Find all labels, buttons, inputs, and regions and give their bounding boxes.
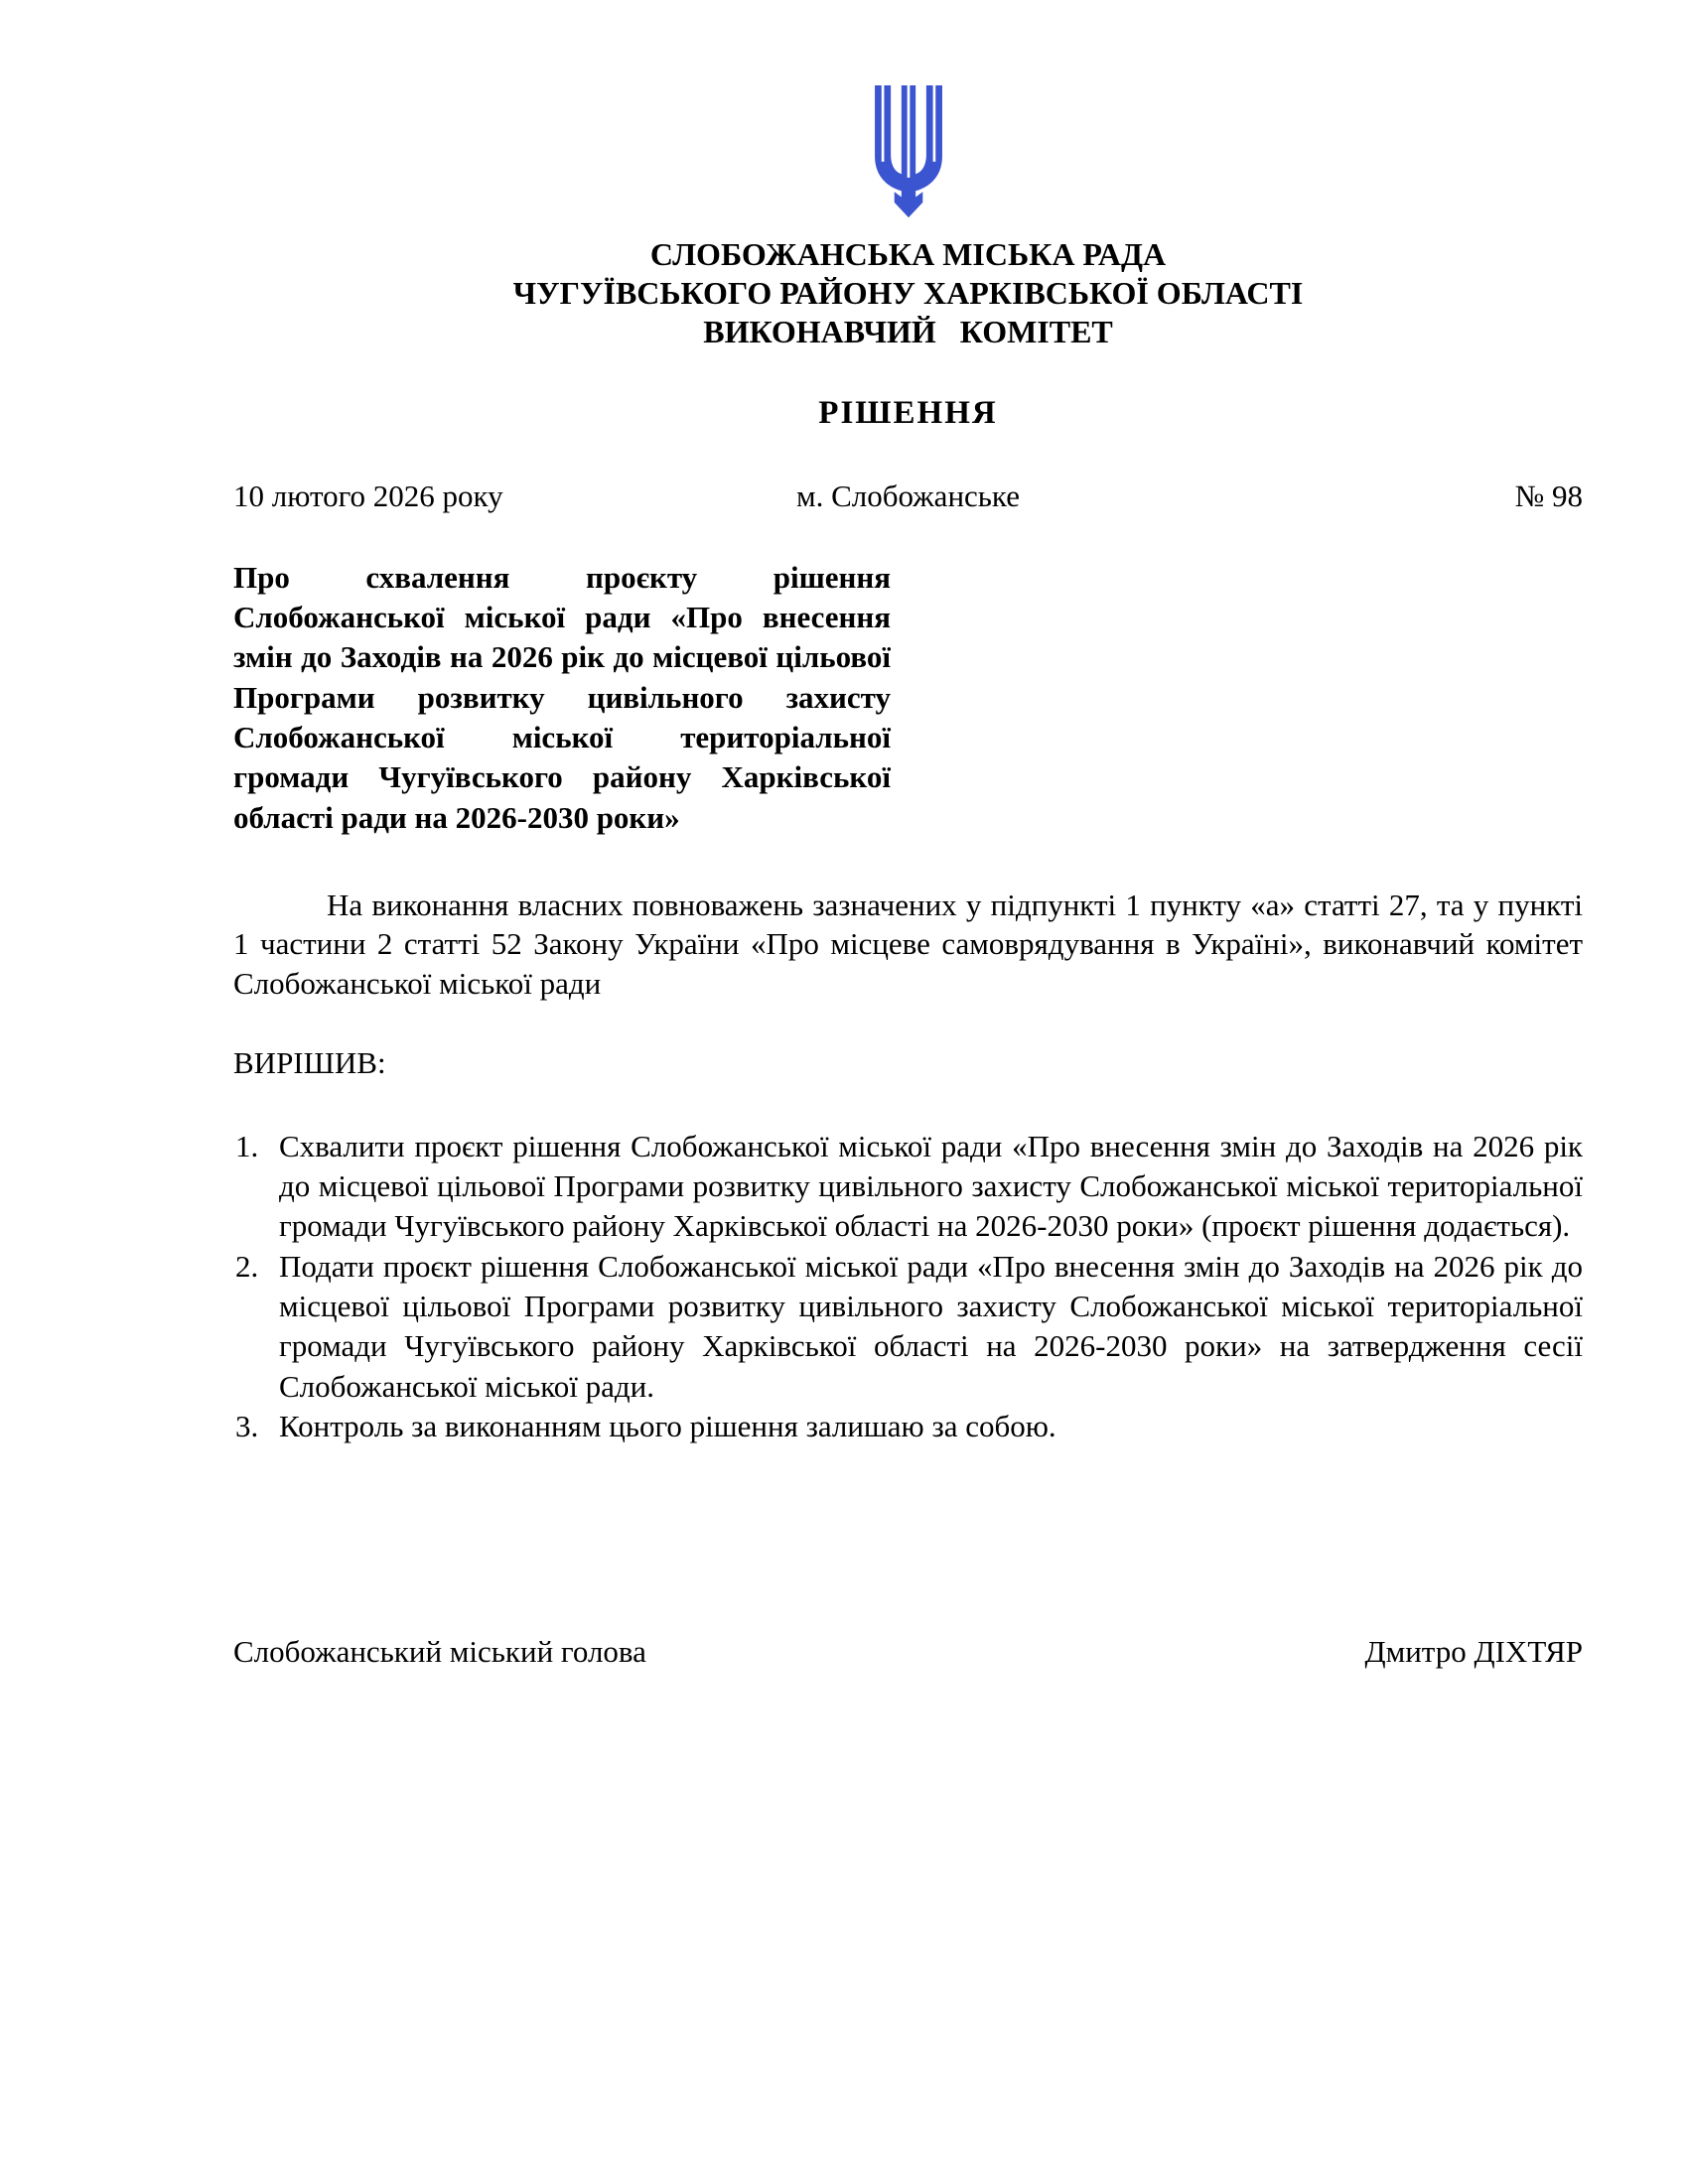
list-item (233, 1407, 1583, 1446)
org-name-line2: ЧУГУЇВСЬКОГО РАЙОНУ ХАРКІВСЬКОЇ ОБЛАСТІ (512, 275, 1304, 312)
list-item-text: Подати проєкт рішення Слобожанської міської ради «Про внесення змін до Заходів на 2026 рік до місцевої цільової Програми розвитку цивільного захисту Слобожанської міської територіальної громади Чугуївського району Харківської області на 2026-2030 роки» на затвердження сесії Слобожанської міської ради. (279, 1248, 1583, 1404)
ukraine-trident-icon (863, 85, 954, 218)
list-item-text: Схвалити проєкт рішення Слобожанської міської ради «Про внесення змін до Заходів на 2026 рік до місцевої цільової Програми розвитку цивільного захисту Слобожанської міської територіальної громади Чугуївського району Харківської області на 2026-2030 роки» (проєкт рішення додається). (279, 1128, 1583, 1244)
list-item-number: 3. (235, 1408, 259, 1443)
signature-row (233, 1633, 1583, 1672)
signatory-position: Слобожанський міський голова (233, 1634, 646, 1670)
document-subject: Про схвалення проєкту рішення Слобожанської міської ради «Про внесення змін до Заходів на 2026 рік до місцевої цільової Програми розвитку цивільного захисту Слобожанської міської територіальної громади Чугуївського району Харківської області ради на 2026-2030 роки» (233, 559, 891, 835)
trident-detail-left (881, 85, 884, 162)
list-item-number: 2. (235, 1248, 259, 1284)
document-date: 10 лютого 2026 року (233, 478, 503, 514)
list-item-number: 1. (235, 1128, 259, 1163)
preamble-paragraph: На виконання власних повноважень зазначених у підпункті 1 пункту «а» статті 27, та у пункті 1 частини 2 статті 52 Закону України «Про місцеве самоврядування в Україні», виконавчий комітет Слобожанської міської ради (233, 887, 1583, 1001)
meta-row (233, 478, 1583, 516)
signatory-name: Дмитро ДІХТЯР (1364, 1634, 1583, 1670)
document-type-title: РІШЕННЯ (818, 395, 998, 432)
document-place: м. Слобожанське (796, 478, 1020, 514)
list-item (233, 1127, 1583, 1247)
resolution-list (233, 1127, 1583, 1446)
document-number: № 98 (1514, 478, 1583, 514)
resolved-label: ВИРІШИВ: (233, 1045, 386, 1080)
list-item (233, 1247, 1583, 1407)
trident-detail-right (932, 85, 935, 162)
org-name-line1: СЛОБОЖАНСЬКА МІСЬКА РАДА (649, 236, 1167, 272)
trident-detail-center (907, 85, 910, 178)
emblem-container (233, 85, 1583, 223)
list-item-text: Контроль за виконанням цього рішення залишаю за собою. (279, 1408, 1056, 1443)
org-name-line3: ВИКОНАВЧИЙ КОМІТЕТ (703, 314, 1113, 350)
